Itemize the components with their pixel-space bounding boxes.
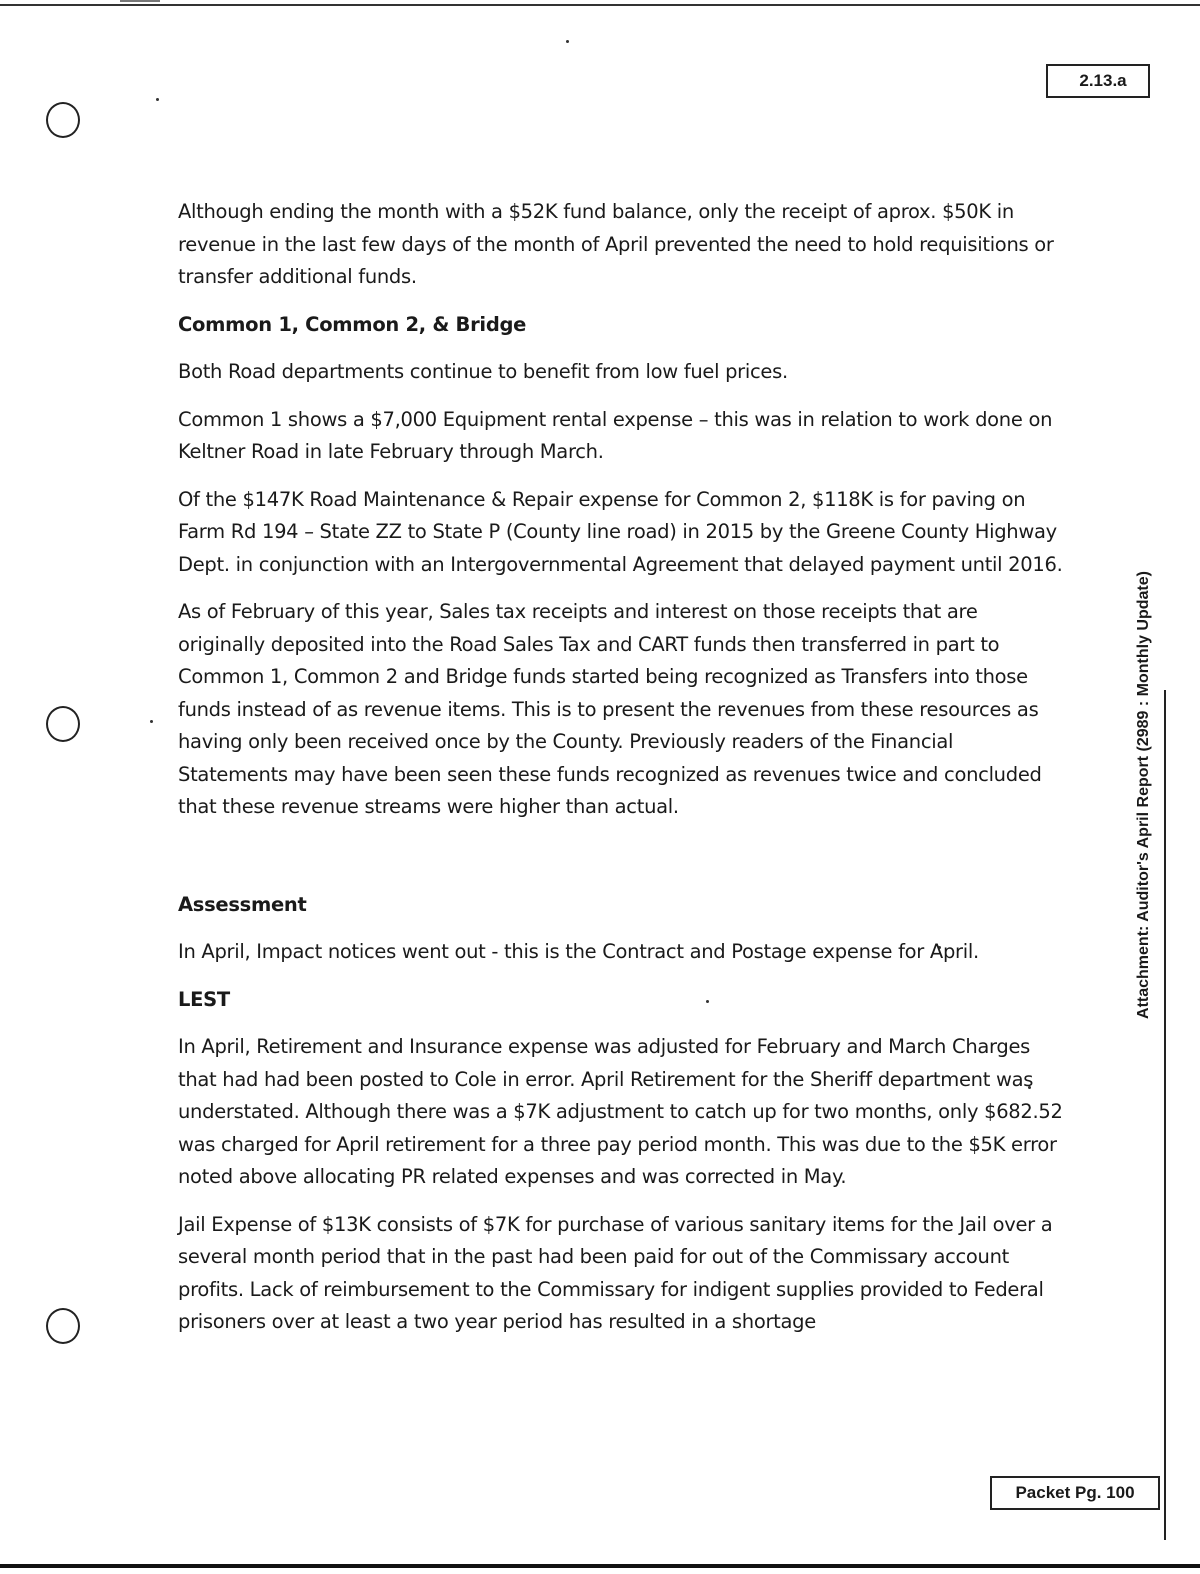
scan-speck [566,40,569,43]
section-heading-lest: LEST [178,987,230,1011]
attachment-side-label-text: Attachment: Auditor's April Report (2989 : Monthly Update) [1135,571,1152,1019]
lest-paragraph-2: Jail Expense of $13K consists of $7K for purchase of various sanitary items for the Jail over a several month period that in the past had been paid for out of the Commissary account profits. Lack of reimbursement to the Commissary for indigent supplies provided to Federal prisoners over at least a two year period has resulted in a shortage [178,1212,1053,1333]
attachment-id-box [1046,64,1150,98]
punch-hole-middle [46,706,80,742]
section-spacer [178,839,1068,889]
common-paragraph-4: As of February of this year, Sales tax receipts and interest on those receipts that are originally deposited into the Road Sales Tax and CART funds then transferred in part to Common 1, Common 2 and Bridge funds started being recognized as Transfers into those funds instead of as revenue items. This is to present the revenues from these resources as having only been received once by the County. Previously readers of the Financial Statements may have been seen these funds recognized as revenues twice and concluded that these revenue streams were higher than actual. [178,600,1042,818]
assessment-paragraph-1: In April, Impact notices went out - this is the Contract and Postage expense for April. [178,940,979,963]
packet-page-number: Packet Pg. 100 [1015,1483,1135,1502]
scan-speck [150,720,153,723]
section-heading-assessment: Assessment [178,892,307,916]
common-paragraph-3: Of the $147K Road Maintenance & Repair expense for Common 2, $118K is for paving on Farm Rd 194 – State ZZ to State P (County line road) in 2015 by the Greene County Highway Dept. in conjunction with an Intergovernmental Agreement that delayed payment until 2016. [178,487,1063,576]
punch-hole-top [46,102,80,138]
attachment-id: 2.13.a [1079,71,1127,90]
common-paragraph-2: Common 1 shows a $7,000 Equipment rental expense – this was in relation to work done on Keltner Road in late February through March. [178,407,1053,463]
top-border-mark [120,0,160,2]
section-heading-common: Common 1, Common 2, & Bridge [178,312,527,336]
packet-page-box [990,1476,1160,1510]
scan-speck [156,98,159,101]
top-border-line [0,4,1200,6]
punch-hole-bottom [46,1308,80,1344]
right-margin-line [1164,690,1166,1540]
lest-paragraph-1: In April, Retirement and Insurance expense was adjusted for February and March Charges that had had been posted to Cole in error. April Retirement for the Sheriff department was understated. Although there was a $7K adjustment to catch up for two months, only $682.52 was charged for April retirement for a three pay period month. This was due to the $5K error noted above allocating PR related expenses and was corrected in May. [178,1035,1063,1188]
bottom-border-line [0,1564,1200,1568]
intro-paragraph: Although ending the month with a $52K fund balance, only the receipt of aprox. $50K in revenue in the last few days of the month of April prevented the need to hold requisitions or transfer additional funds. [178,200,1054,288]
common-paragraph-1: Both Road departments continue to benefit from low fuel prices. [178,360,788,383]
document-body [178,196,1068,1354]
